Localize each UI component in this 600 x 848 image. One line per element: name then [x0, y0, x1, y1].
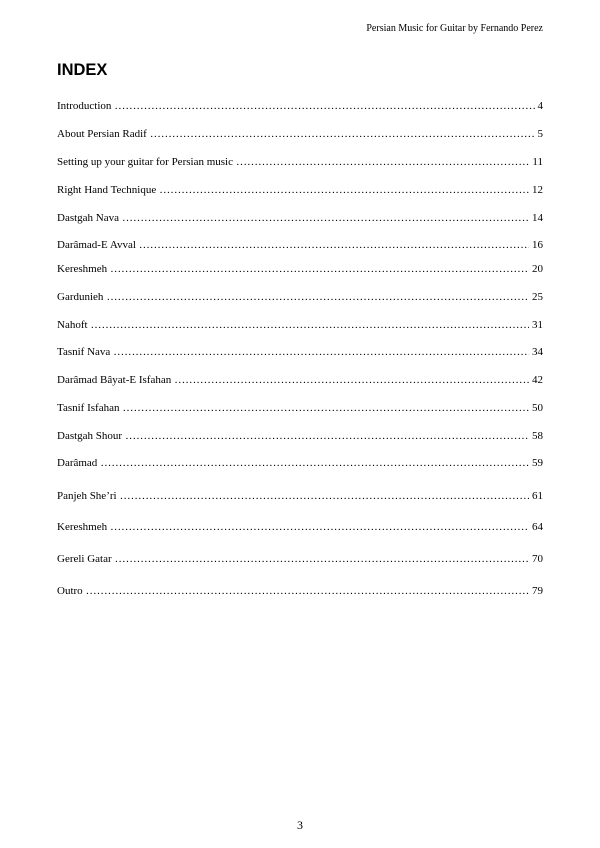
- toc-entry-page: 64: [532, 521, 543, 533]
- dot-leader: [113, 345, 529, 359]
- running-header: Persian Music for Guitar by Fernando Perez: [366, 23, 543, 34]
- dot-leader: [114, 99, 534, 113]
- toc-entry-label: Panjeh She’ri: [57, 490, 117, 502]
- dot-leader: [174, 373, 529, 387]
- toc-entry[interactable]: [57, 373, 543, 387]
- dot-leader: [236, 155, 529, 169]
- toc-entry[interactable]: [57, 489, 543, 503]
- toc-entry-label: Outro: [57, 585, 83, 597]
- page-number: 3: [297, 818, 303, 832]
- toc-entry-label: Right Hand Technique: [57, 184, 157, 196]
- toc-entry-page: 25: [532, 291, 543, 303]
- toc-entry[interactable]: [57, 290, 543, 304]
- dot-leader: [125, 429, 529, 443]
- toc-entry[interactable]: [57, 552, 543, 566]
- toc-entry-label: Dastgah Shour: [57, 430, 123, 442]
- toc-entry-label: About Persian Radif: [57, 128, 147, 140]
- dot-leader: [110, 520, 529, 534]
- toc-entry-page: 11: [532, 156, 543, 168]
- dot-leader: [86, 584, 529, 598]
- toc-entry[interactable]: [57, 155, 543, 169]
- dot-leader: [159, 183, 529, 197]
- toc-entry[interactable]: [57, 318, 543, 332]
- toc-entry[interactable]: [57, 429, 543, 443]
- toc-entry-page: 5: [537, 128, 543, 140]
- toc-entry[interactable]: [57, 262, 543, 276]
- dot-leader: [110, 262, 529, 276]
- toc-entry-page: 12: [532, 184, 543, 196]
- toc-entry-label: Gardunieh: [57, 291, 104, 303]
- toc-entry[interactable]: [57, 127, 543, 141]
- toc-entry[interactable]: [57, 456, 543, 470]
- toc-entry[interactable]: [57, 401, 543, 415]
- toc-entry-label: Introduction: [57, 100, 112, 112]
- toc-entry-page: 20: [532, 263, 543, 275]
- page-title: INDEX: [57, 61, 108, 79]
- dot-leader: [120, 489, 529, 503]
- dot-leader: [122, 401, 529, 415]
- toc-entry-label: Gereli Gatar: [57, 553, 112, 565]
- toc-entry[interactable]: [57, 183, 543, 197]
- toc-entry-page: 70: [532, 553, 543, 565]
- toc-entry[interactable]: [57, 211, 543, 225]
- toc-entry-label: Darâmad: [57, 457, 98, 469]
- toc-entry-label: Setting up your guitar for Persian music: [57, 156, 233, 168]
- toc-entry-page: 16: [532, 239, 543, 251]
- dot-leader: [106, 290, 529, 304]
- toc-entry-label: Tasnif Isfahan: [57, 402, 120, 414]
- toc-entry[interactable]: [57, 345, 543, 359]
- toc-entry-page: 34: [532, 346, 543, 358]
- toc-entry[interactable]: [57, 99, 543, 113]
- toc-entry-label: Kereshmeh: [57, 263, 108, 275]
- toc-entry-label: Kereshmeh: [57, 521, 108, 533]
- toc-entry[interactable]: [57, 238, 543, 252]
- toc-entry-page: 42: [532, 374, 543, 386]
- toc-entry-page: 79: [532, 585, 543, 597]
- dot-leader: [122, 211, 529, 225]
- toc-entry-label: Tasnif Nava: [57, 346, 111, 358]
- toc-entry-page: 31: [532, 319, 543, 331]
- toc-entry-label: Nahoft: [57, 319, 88, 331]
- toc-entry-page: 61: [532, 490, 543, 502]
- dot-leader: [100, 456, 529, 470]
- toc-entry-page: 58: [532, 430, 543, 442]
- toc-entry-page: 4: [537, 100, 543, 112]
- toc-entry-label: Darâmad Bâyat-E Isfahan: [57, 374, 172, 386]
- toc-entry-page: 14: [532, 212, 543, 224]
- dot-leader: [91, 318, 529, 332]
- dot-leader: [139, 238, 529, 252]
- toc-entry[interactable]: [57, 520, 543, 534]
- dot-leader: [150, 127, 535, 141]
- toc-entry-page: 59: [532, 457, 543, 469]
- toc-entry[interactable]: [57, 584, 543, 598]
- table-of-contents: [57, 0, 543, 848]
- toc-entry-page: 50: [532, 402, 543, 414]
- toc-entry-label: Darâmad-E Avval: [57, 239, 136, 251]
- dot-leader: [115, 552, 529, 566]
- toc-entry-label: Dastgah Nava: [57, 212, 120, 224]
